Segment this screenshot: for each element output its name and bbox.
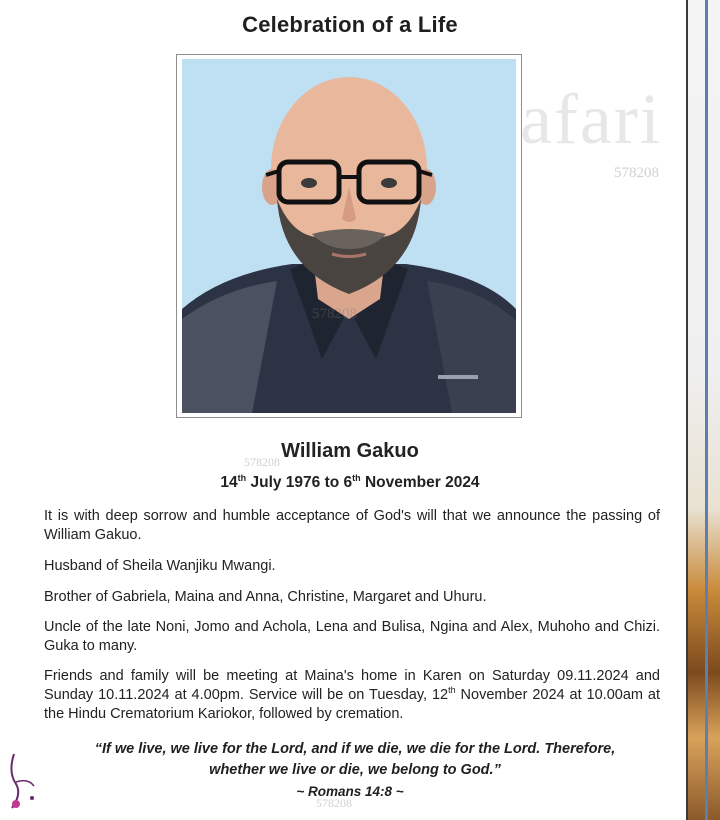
watermark-code: 578208 [614,165,659,181]
birth-day-suffix: th [237,472,247,483]
watermark-code: 578208 [312,306,357,322]
page-title: Celebration of a Life [242,12,458,37]
scripture-reference: ~ Romans 14:8 ~ [296,784,404,799]
quote-line-1: “If we live, we live for the Lord, and if we die, we die for the Lord. Therefore, [94,741,616,757]
quote-line-2: whether we live or die, we belong to God.” [209,762,501,778]
birth-day: 14 [220,474,238,491]
adjacent-page-border [705,0,708,820]
arrangements-text-a: Friends and family will be meeting at Maina's home in Karen on Saturday 09.11.2024 and Sunday 10.11.2024 at 4.00pm. Service will be on Tuesday, 12 [44,668,660,703]
date-range-middle: July 1976 to 6 [246,474,353,491]
watermark-brand: afari [520,79,662,159]
announcement-paragraph: It is with deep sorrow and humble acceptance of God's will that we announce the passing of William Gakuo. [44,508,660,543]
life-dates [0,474,700,492]
arrangements-text-b: November 2024 at 10.00am at the Hindu Crematorium Kariokor, followed by cremation. [44,687,660,722]
spouse-paragraph: Husband of Sheila Wanjiku Mwangi. [44,558,276,574]
floral-ornament-icon [6,752,46,812]
scripture-quote [40,739,670,781]
portrait-illustration [182,59,516,413]
siblings-paragraph: Brother of Gabriela, Maina and Anna, Christine, Margaret and Uhuru. [44,589,487,605]
adjacent-page-edge [688,0,720,820]
arrangements-paragraph [44,667,660,724]
deceased-name: William Gakuo [281,440,419,462]
death-date-rest: November 2024 [360,474,480,491]
watermark-code: 578208 [316,796,352,810]
portrait-photo [182,59,516,413]
death-day-suffix: th [352,472,361,483]
watermark-code: 578208 [244,455,280,469]
relatives-paragraph: Uncle of the late Noni, Jomo and Achola, Lena and Bulisa, Ngina and Alex, Muhoho and Chizi. Guka to many. [44,619,660,654]
portrait-frame [176,54,522,418]
arrangements-suffix: th [448,685,456,696]
